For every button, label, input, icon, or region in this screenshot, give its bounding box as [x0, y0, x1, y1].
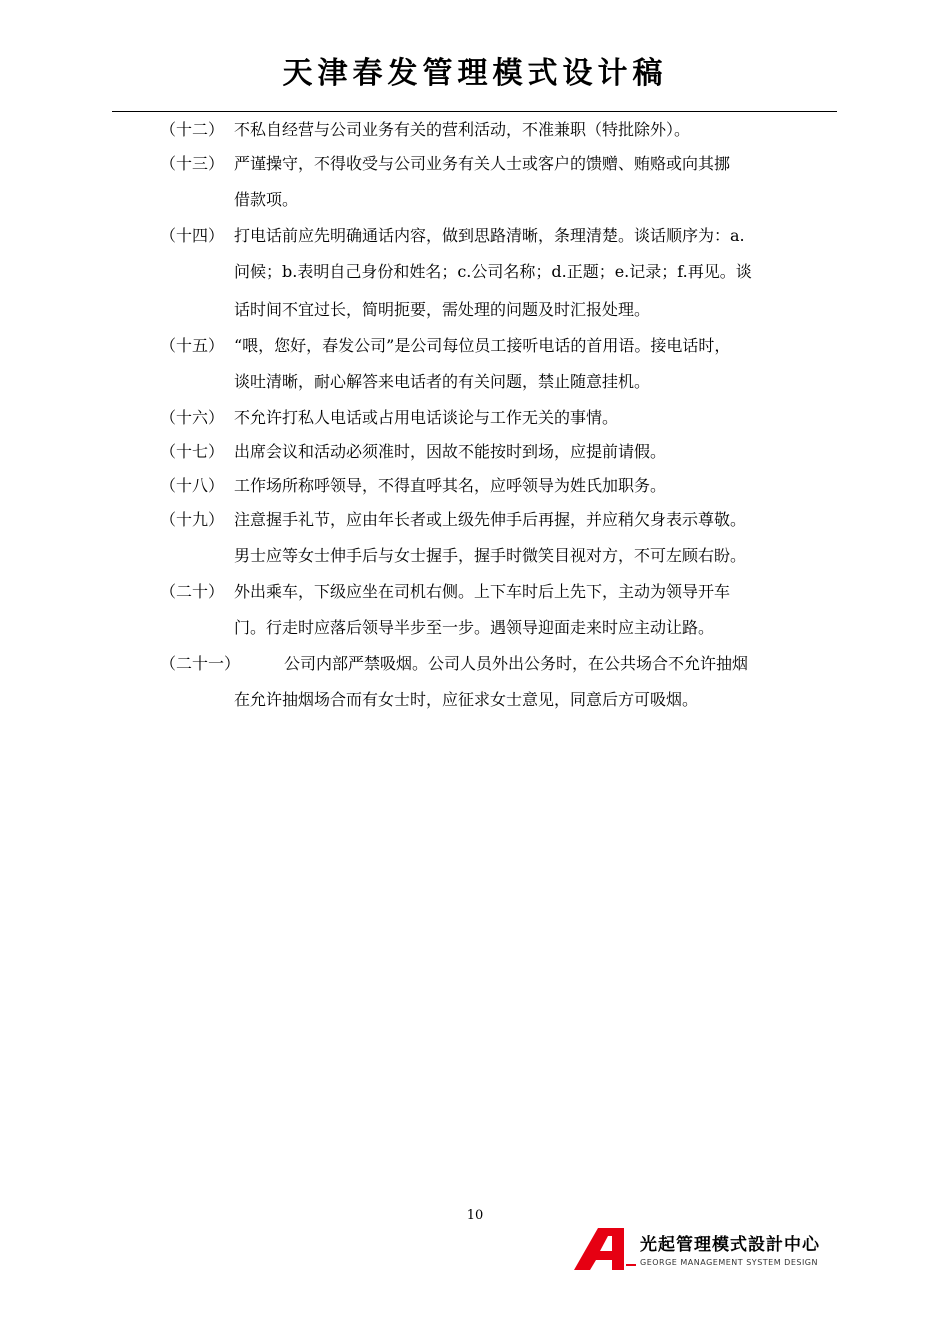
footer-logo: [574, 1228, 840, 1272]
item-number: （十八）: [160, 476, 225, 495]
item-line: 严谨操守，不得收受与公司业务有关人士或客户的馈赠、贿赂或向其挪: [234, 154, 731, 173]
item-line: 问候；b.表明自己身份和姓名；c.公司名称；d.正题；e.记录；f.再见。谈: [234, 262, 752, 281]
header-rule: [112, 111, 837, 112]
page-number: 10: [466, 1208, 484, 1223]
item-line: 外出乘车，下级应坐在司机右侧。上下车时后上先下，主动为领导开车: [234, 582, 731, 601]
item-line: “喂，您好，春发公司”是公司每位员工接听电话的首用语。接电话时，: [234, 336, 731, 355]
item-text: [234, 575, 838, 647]
item-number: （十九）: [160, 510, 225, 529]
header-title: 天津春发管理模式设计稿: [282, 56, 668, 91]
item-line: 工作场所称呼领导，不得直呼其名，应呼领导为姓氏加职务。: [234, 476, 667, 495]
item-line: 话时间不宜过长，简明扼要，需处理的问题及时汇报处理。: [234, 300, 651, 319]
item-number: （十二）: [160, 120, 225, 139]
item-line: 男士应等女士伸手后与女士握手，握手时微笑目视对方，不可左顾右盼。: [234, 546, 747, 565]
logo-a-shape: [574, 1228, 624, 1270]
rule-item-15: [160, 329, 850, 401]
rule-item-21: [160, 647, 850, 719]
item-text: [234, 469, 838, 503]
item-text: [234, 435, 838, 469]
item-line: 注意握手礼节，应由年长者或上级先伸手后再握，并应稍欠身表示尊敬。: [234, 510, 747, 529]
item-number: （十四）: [160, 226, 225, 245]
item-number: （十七）: [160, 442, 225, 461]
rule-item-20: [160, 575, 850, 647]
item-line: 谈吐清晰，耐心解答来电话者的有关问题，禁止随意挂机。: [234, 372, 651, 391]
item-text: [234, 113, 838, 147]
item-line: 不私自经营与公司业务有关的营利活动，不准兼职（特批除外）。: [234, 120, 691, 139]
rule-item-12: [160, 113, 850, 147]
rule-item-13: [160, 147, 850, 219]
item-line: 门。行走时应落后领导半步至一步。遇领导迎面走来时应主动让路。: [234, 618, 715, 637]
rule-item-17: [160, 435, 850, 469]
rule-item-19: [160, 503, 850, 575]
item-line: 不允许打私人电话或占用电话谈论与工作无关的事情。: [234, 408, 619, 427]
rule-item-16: [160, 401, 850, 435]
logo-stripe: [626, 1264, 636, 1266]
item-text: [234, 401, 838, 435]
rule-item-14: [160, 219, 850, 329]
logo-a-mark-icon: [574, 1228, 636, 1270]
document-body: [160, 113, 850, 719]
item-text: [234, 647, 888, 719]
item-text: [234, 503, 838, 575]
logo-name: 光起管理模式設計中心: [640, 1235, 820, 1255]
item-line: 借款项。: [234, 190, 299, 209]
item-line: 打电话前应先明确通话内容，做到思路清晰，条理清楚。谈话顺序为：a.: [234, 226, 745, 245]
item-text: [234, 219, 838, 329]
item-line: 出席会议和活动必须准时，因故不能按时到场，应提前请假。: [234, 442, 667, 461]
item-number: （二十）: [160, 582, 225, 601]
rule-item-18: [160, 469, 850, 503]
item-number: （十六）: [160, 408, 225, 427]
item-text: [234, 329, 838, 401]
item-number: （十五）: [160, 336, 225, 355]
item-number: （二十一）: [160, 654, 241, 673]
item-line: 在允许抽烟场合而有女士时，应征求女士意见，同意后方可吸烟。: [234, 690, 699, 709]
item-line: 公司内部严禁吸烟。公司人员外出公务时，在公共场合不允许抽烟: [284, 654, 749, 673]
logo-subtitle: GEORGE MANAGEMENT SYSTEM DESIGN: [640, 1258, 818, 1267]
item-number: （十三）: [160, 154, 225, 173]
item-text: [234, 147, 838, 219]
